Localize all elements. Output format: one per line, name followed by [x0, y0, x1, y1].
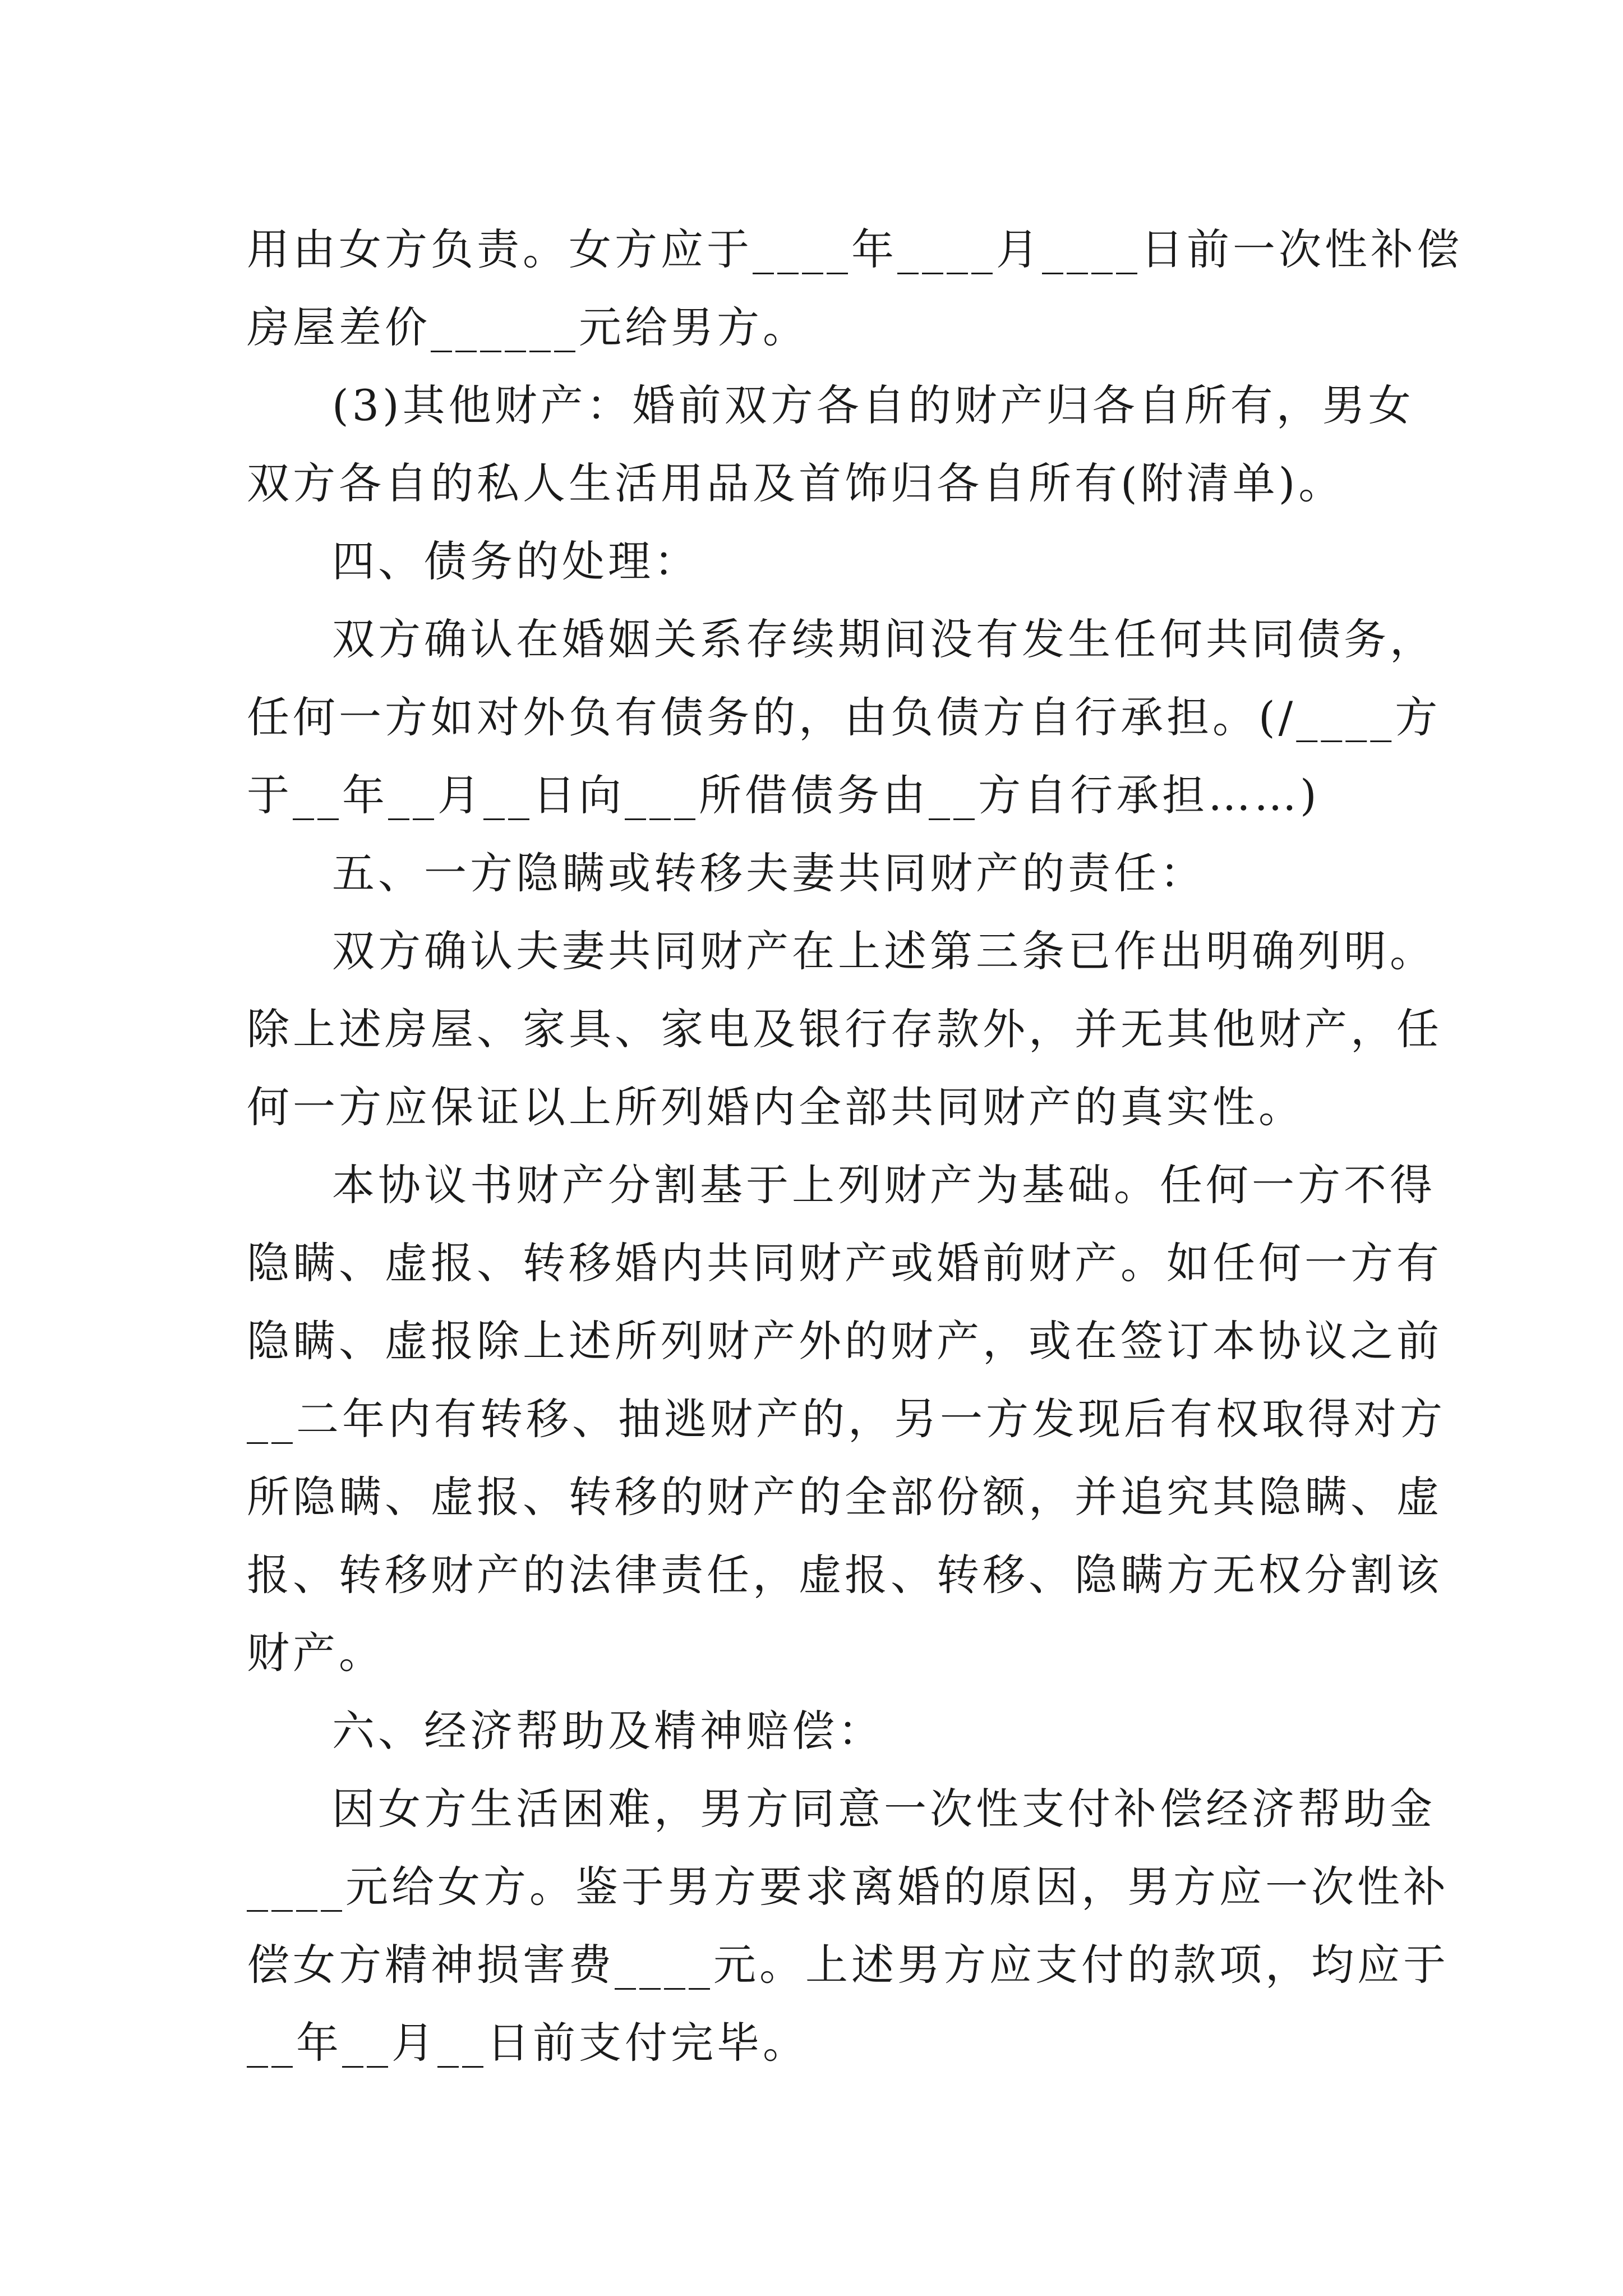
- document-body: [247, 210, 1463, 2082]
- section-heading: 四、债务的处理：: [332, 536, 700, 586]
- text-line: 财产。: [247, 1628, 385, 1678]
- text-line: 隐瞒、虚报、转移婚内共同财产或婚前财产。如任何一方有: [247, 1238, 1442, 1288]
- text-line: ____元给女方。鉴于男方要求离婚的原因，男方应一次性补: [247, 1862, 1449, 1912]
- text-line: 除上述房屋、家具、家电及银行存款外，并无其他财产，任: [247, 1004, 1442, 1054]
- text-line: 房屋差价______元给男方。: [247, 302, 809, 352]
- text-line: __二年内有转移、抽逃财产的，另一方发现后有权取得对方: [247, 1394, 1446, 1444]
- text-line: 于__年__月__日向___所借债务由__方自行承担……): [247, 770, 1320, 820]
- text-line: 双方确认在婚姻关系存续期间没有发生任何共同债务，: [332, 614, 1436, 664]
- text-line: 何一方应保证以上所列婚内全部共同财产的真实性。: [247, 1082, 1304, 1132]
- text-line: 因女方生活困难，男方同意一次性支付补偿经济帮助金: [332, 1784, 1436, 1834]
- text-line: 报、转移财产的法律责任，虚报、转移、隐瞒方无权分割该: [247, 1550, 1442, 1600]
- section-heading: 六、经济帮助及精神赔偿：: [332, 1706, 884, 1756]
- text-line: 所隐瞒、虚报、转移的财产的全部份额，并追究其隐瞒、虚: [247, 1472, 1442, 1522]
- text-line: 双方各自的私人生活用品及首饰归各自所有(附清单)。: [247, 458, 1345, 508]
- text-line: 偿女方精神损害费____元。上述男方应支付的款项，均应于: [247, 1940, 1449, 1990]
- text-line: 本协议书财产分割基于上列财产为基础。任何一方不得: [332, 1160, 1436, 1210]
- text-line: 任何一方如对外负有债务的，由负债方自行承担。(/____方: [247, 692, 1441, 742]
- text-line: 隐瞒、虚报除上述所列财产外的财产，或在签订本协议之前: [247, 1316, 1442, 1366]
- text-line: 用由女方负责。女方应于____年____月____日前一次性补偿: [247, 224, 1463, 274]
- text-line: (3)其他财产：婚前双方各自的财产归各自所有，男女: [332, 380, 1414, 430]
- text-line: 双方确认夫妻共同财产在上述第三条已作出明确列明。: [332, 926, 1436, 976]
- text-line: __年__月__日前支付完毕。: [247, 2018, 809, 2068]
- section-heading: 五、一方隐瞒或转移夫妻共同财产的责任：: [332, 848, 1206, 898]
